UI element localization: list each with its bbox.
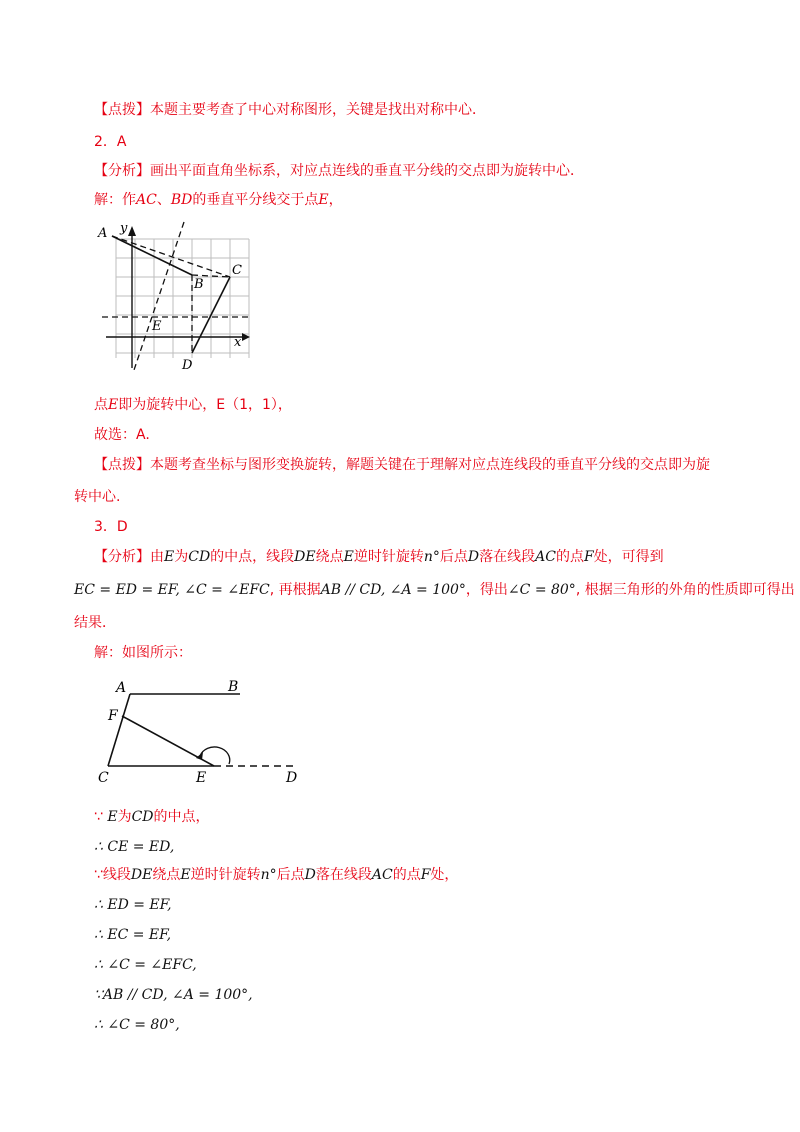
answer-3 xyxy=(0,518,800,536)
text-segment: 处， xyxy=(430,867,459,883)
label-d: D xyxy=(182,358,193,373)
text-segment: 处，可得到 xyxy=(593,549,664,565)
proof-step-1 xyxy=(0,808,800,826)
label-a: A xyxy=(116,680,127,696)
math-f: F xyxy=(583,549,594,565)
segment-ab xyxy=(112,236,192,275)
text-segment: 落在线段 xyxy=(479,549,536,565)
math-bd: BD xyxy=(170,192,193,208)
math-e: E xyxy=(164,549,175,565)
math-cd: CD xyxy=(131,809,154,825)
math-de: DE xyxy=(130,867,153,883)
rotation-center-line xyxy=(0,396,800,414)
label-c: C xyxy=(232,263,242,278)
text-segment: 落在线段 xyxy=(315,867,372,883)
choice-line-2 xyxy=(0,426,800,444)
analysis-3-equations xyxy=(0,581,800,599)
text-segment: ∵线段 xyxy=(94,867,131,883)
text-segment: 的点 xyxy=(555,549,584,565)
answer-2 xyxy=(0,133,800,151)
y-axis-arrow xyxy=(128,226,136,236)
rotation-grid-figure xyxy=(96,218,266,380)
quadrilateral-figure xyxy=(96,678,310,790)
hint-paragraph-2-cont xyxy=(0,488,800,506)
text-segment: 解：作 xyxy=(94,192,136,208)
text-segment: 的中点， xyxy=(153,809,210,825)
math-n-degree: n° xyxy=(423,549,440,565)
label-d: D xyxy=(286,770,298,786)
math-e: E xyxy=(108,397,119,413)
proof-step-2 xyxy=(0,838,800,856)
math-f: F xyxy=(420,867,431,883)
proof-step-7 xyxy=(0,986,800,1004)
label-f: F xyxy=(108,708,118,724)
text-segment: 绕点 xyxy=(152,867,181,883)
text-segment: 结果． xyxy=(74,615,116,631)
segment-ac xyxy=(108,694,130,766)
analysis-2 xyxy=(0,162,800,180)
solution-2-intro xyxy=(0,191,800,209)
math-e: E xyxy=(107,809,118,825)
analysis-3 xyxy=(0,548,800,566)
label-y: y xyxy=(120,221,128,236)
text-segment: , 再根据 xyxy=(269,582,321,598)
math-step: ∴ ED = EF, xyxy=(94,897,172,913)
hint-text-2-cont: 转中心. xyxy=(74,489,121,505)
analysis-2-text: 【分析】画出平面直角坐标系，对应点连线的垂直平分线的交点即为旋转中心． xyxy=(94,163,584,179)
text-segment: 为 xyxy=(117,809,132,825)
proof-step-6 xyxy=(0,956,800,974)
text-segment: 【分析】由 xyxy=(94,549,164,565)
answer-3-text: 3．D xyxy=(94,519,128,535)
proof-step-4 xyxy=(0,896,800,914)
text-segment: 的垂直平分线交于点 xyxy=(192,192,319,208)
choice-text: 故选：A. xyxy=(94,427,150,443)
math-e: E xyxy=(318,192,329,208)
grid-lines xyxy=(116,239,249,358)
text-segment: ，得出 xyxy=(465,582,508,598)
text-segment: 的中点，线段 xyxy=(210,549,295,565)
text-segment: 后点 xyxy=(439,549,468,565)
analysis-3-end xyxy=(0,614,800,632)
label-c: C xyxy=(98,770,109,786)
text-segment: ∵ xyxy=(94,809,108,825)
hint-paragraph-1 xyxy=(0,101,800,119)
text-segment: 为 xyxy=(174,549,189,565)
answer-2-text: 2．A xyxy=(94,134,127,150)
proof-step-8 xyxy=(0,1016,800,1034)
math-equation-3: ∠C = 80° xyxy=(507,582,576,598)
text-segment: 后点 xyxy=(276,867,305,883)
text-segment: 逆时针旋转 xyxy=(353,549,424,565)
hint-text-1: 【点拨】本题主要考查了中心对称图形，关键是找出对称中心． xyxy=(94,102,486,118)
math-step: ∴ ∠C = ∠EFC, xyxy=(94,957,197,973)
math-d: D xyxy=(304,867,316,883)
proof-step-3 xyxy=(0,866,800,884)
label-e: E xyxy=(196,770,207,786)
hint-text-2: 【点拨】本题考查坐标与图形变换旋转，解题关键在于理解对应点连线段的垂直平分线的交点即为旋 xyxy=(94,457,710,473)
math-step: ∵AB // CD, ∠A = 100°, xyxy=(94,987,253,1003)
math-ac: AC xyxy=(535,549,556,565)
text-segment: 解：如图所示： xyxy=(94,645,192,661)
math-equation-2: AB // CD, ∠A = 100° xyxy=(320,582,466,598)
math-n-degree: n° xyxy=(260,867,277,883)
math-e: E xyxy=(343,549,354,565)
math-equation-1: EC = ED = EF, ∠C = ∠EFC xyxy=(74,582,270,598)
text-segment: 的点 xyxy=(392,867,421,883)
label-b: B xyxy=(194,277,204,292)
label-a: A xyxy=(98,226,108,241)
math-de: DE xyxy=(294,549,316,565)
hint-paragraph-2 xyxy=(0,456,800,474)
text-segment: ， xyxy=(328,192,343,208)
math-step: ∴ EC = EF, xyxy=(94,927,172,943)
text-segment: 逆时针旋转 xyxy=(190,867,261,883)
math-ac: AC xyxy=(136,192,157,208)
math-cd: CD xyxy=(188,549,211,565)
text-segment: 即为旋转中心，E（1，1）， xyxy=(118,397,292,413)
label-b: B xyxy=(228,679,239,695)
text-segment: 绕点 xyxy=(315,549,344,565)
math-step: ∴ CE = ED, xyxy=(94,839,175,855)
math-ac: AC xyxy=(371,867,393,883)
math-e: E xyxy=(180,867,191,883)
text-segment: 、 xyxy=(156,192,171,208)
math-step: ∴ ∠C = 80°, xyxy=(94,1017,180,1033)
text-segment: 点 xyxy=(94,397,108,413)
label-x: x xyxy=(234,335,242,350)
proof-step-5 xyxy=(0,926,800,944)
label-e: E xyxy=(152,319,162,334)
text-segment: , 根据三角形的外角的性质即可得出 xyxy=(575,582,795,598)
solution-3-intro xyxy=(0,644,800,662)
math-d: D xyxy=(467,549,480,565)
